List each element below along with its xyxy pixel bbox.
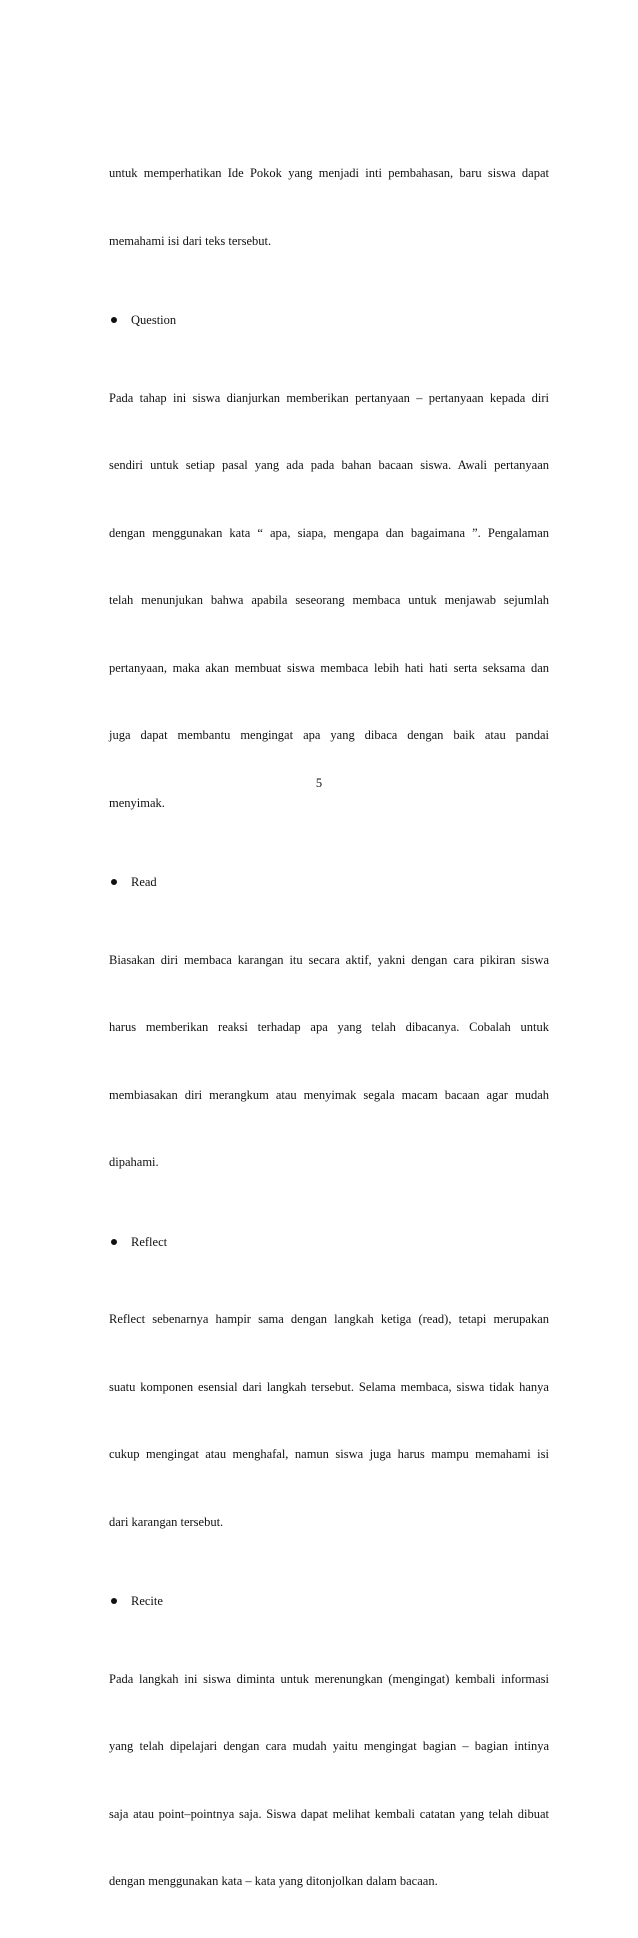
bullet-icon [111, 1598, 117, 1604]
text-line: membiasakan diri merangkum atau menyimak segala macam bacaan agar mudah [109, 1087, 549, 1102]
text-line: Biasakan diri membaca karangan itu secara aktif, yakni dengan cara pikiran siswa [109, 952, 549, 967]
text-line: sendiri untuk setiap pasal yang ada pada bahan bacaan siswa. Awali pertanyaan [109, 458, 549, 472]
paragraph-read [109, 904, 549, 1219]
text-line: telah menunjukan bahwa apabila seseorang membaca untuk menjawab sejumlah [109, 593, 549, 607]
text-line: cukup mengingat atau menghafal, namun siswa juga harus mampu memahami isi [109, 1447, 549, 1461]
text-line: Pada langkah ini siswa diminta untuk merenungkan (mengingat) kembali informasi [109, 1671, 549, 1686]
text-line: Pada tahap ini siswa dianjurkan memberikan pertanyaan – pertanyaan kepada diri [109, 390, 549, 405]
text-line: memahami isi dari teks tersebut. [109, 233, 272, 248]
text-line: saja atau point–pointnya saja. Siswa dapat melihat kembali catatan yang telah dibuat [109, 1806, 549, 1821]
paragraph-reflect [109, 1263, 549, 1578]
text-line: pertanyaan, maka akan membuat siswa membaca lebih hati hati serta seksama dan [109, 660, 549, 675]
text-line: dari karangan tersebut. [109, 1514, 224, 1529]
bullet-label: Read [131, 875, 157, 889]
bullet-label: Recite [131, 1594, 163, 1608]
bullet-icon [111, 1239, 117, 1245]
page-content [109, 117, 549, 1938]
text-line: dengan menggunakan kata – kata yang ditonjolkan dalam bacaan. [109, 1874, 438, 1888]
text-line: juga dapat membantu mengingat apa yang dibaca dengan baik atau pandai [109, 728, 549, 742]
bullet-icon [111, 317, 117, 323]
text-line: Reflect sebenarnya hampir sama dengan langkah ketiga (read), tetapi merupakan [109, 1312, 549, 1326]
text-line: suatu komponen esensial dari langkah tersebut. Selama membaca, siswa tidak hanya [109, 1379, 549, 1394]
text-line: dengan menggunakan kata “ apa, siapa, mengapa dan bagaimana ”. Pengalaman [109, 525, 549, 540]
text-line: menyimak. [109, 795, 165, 810]
page-number: 5 [315, 776, 323, 790]
text-line: untuk memperhatikan Ide Pokok yang menjadi inti pembahasan, baru siswa dapat [109, 166, 549, 180]
bullet-read [109, 871, 549, 894]
bullet-reflect [109, 1231, 549, 1254]
text-line: yang telah dipelajari dengan cara mudah yaitu mengingat bagian – bagian intinya [109, 1739, 549, 1753]
bullet-recite [109, 1590, 549, 1613]
text-line: harus memberikan reaksi terhadap apa yang telah dibacanya. Cobalah untuk [109, 1020, 549, 1034]
bullet-label: Question [131, 313, 177, 327]
bullet-icon [111, 879, 117, 885]
bullet-question [109, 309, 549, 332]
paragraph-recite [109, 1623, 549, 1938]
paragraph-intro [109, 117, 549, 297]
text-line: dipahami. [109, 1155, 159, 1169]
bullet-label: Reflect [131, 1234, 168, 1249]
